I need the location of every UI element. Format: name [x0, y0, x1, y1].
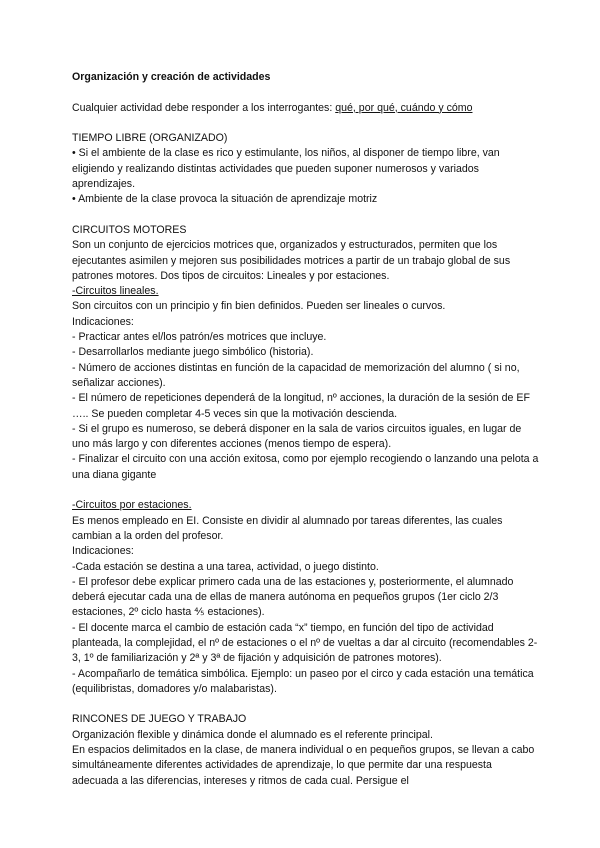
indicaciones-label: Indicaciones: [72, 315, 134, 328]
section-rincones [72, 712, 540, 788]
bullet-item: • Ambiente de la clase provoca la situación de aprendizaje motriz [72, 193, 378, 206]
indicacion-item: - Practicar antes el/los patrón/es motrices que incluye. [72, 331, 327, 344]
indicacion-item: - El profesor debe explicar primero cada una de las estaciones y, posteriormente, el alumnado deberá ejecutar cada una de ellas de manera autónoma en pequeños grupos (1er ciclo 2/3 estaciones, 2º ciclo hasta ⅘ estaciones). [72, 575, 514, 619]
intro-underlined: qué, por qué, cuándo y cómo [335, 101, 473, 114]
heading-rincones: RINCONES DE JUEGO Y TRABAJO [72, 713, 247, 726]
bullet-item: • Si el ambiente de la clase es rico y estimulante, los niños, al disponer de tiempo libre, van eligiendo y realizando distintas actividades que pueden suponer numerosos y variados aprendizajes. [72, 147, 500, 191]
indicacion-item: -Cada estación se destina a una tarea, actividad, o juego distinto. [72, 560, 379, 573]
lineales-description: Son circuitos con un principio y fin bien definidos. Pueden ser lineales o curvos. [72, 300, 446, 313]
indicaciones-label: Indicaciones: [72, 545, 134, 558]
indicacion-item: - El número de repeticiones dependerá de la longitud, nº acciones, la duración de la sesión de EF ….. Se pueden completar 4-5 veces sin que la motivación descienda. [72, 392, 530, 420]
estaciones-description: Es menos empleado en EI. Consiste en dividir al alumnado por tareas diferentes, las cuales cambian a la orden del profesor. [72, 514, 503, 542]
heading-tiempo-libre: TIEMPO LIBRE (ORGANIZADO) [72, 132, 228, 145]
circuitos-description: Son un conjunto de ejercicios motrices que, organizados y estructurados, permiten que los ejecutantes asimilen y mejoren sus posibilidades motrices a partir de un trabajo global de sus patrones motores. Dos tipos de circuitos: Lineales y por estaciones. [72, 239, 511, 282]
intro-paragraph [72, 101, 540, 116]
indicacion-item: - Acompañarlo de temática simbólica. Ejemplo: un paseo por el circo y cada estación una temática (equilibristas, domadores y/o malabaristas). [72, 667, 534, 695]
intro-text: Cualquier actividad debe responder a los interrogantes: [72, 101, 336, 114]
subheading-circuitos-estaciones: -Circuitos por estaciones. [72, 499, 192, 512]
rincones-line: En espacios delimitados en la clase, de manera individual o en pequeños grupos, se llevan a cabo simultáneamente diferentes actividades de aprendizaje, lo que permite dar una respuesta adecuada a las diferencias, intereses y ritmos de cada cual. Persigue el [72, 744, 535, 787]
section-circuitos-lineales [72, 223, 540, 483]
subheading-circuitos-lineales: -Circuitos lineales. [72, 285, 159, 298]
section-circuitos-estaciones [72, 498, 540, 697]
document-title: Organización y creación de actividades [72, 71, 271, 83]
indicacion-item: - El docente marca el cambio de estación cada “x” tiempo, en función del tipo de actividad planteada, la complejidad, el nº de estaciones o el nº de vueltas a dar al circuito (recomendables 2-3, 1º de familiarización y 2ª y 3ª de fijación y adquisición de patrones motores). [72, 621, 538, 665]
rincones-line: Organización flexible y dinámica donde el alumnado es el referente principal. [72, 728, 433, 741]
indicacion-item: - Si el grupo es numeroso, se deberá disponer en la sala de varios circuitos iguales, en lugar de uno más largo y con diferentes acciones (menos tiempo de espera). [72, 422, 522, 451]
indicacion-item: - Número de acciones distintas en función de la capacidad de memorización del alumno ( si no, señalizar acciones). [72, 361, 520, 389]
heading-circuitos-motores: CIRCUITOS MOTORES [72, 223, 187, 236]
indicacion-item: - Desarrollarlos mediante juego simbólico (historia). [72, 346, 314, 359]
section-tiempo-libre [72, 131, 540, 207]
indicacion-item: - Finalizar el circuito con una acción exitosa, como por ejemplo recogiendo o lanzando una pelota a una diana gigante [72, 453, 539, 481]
